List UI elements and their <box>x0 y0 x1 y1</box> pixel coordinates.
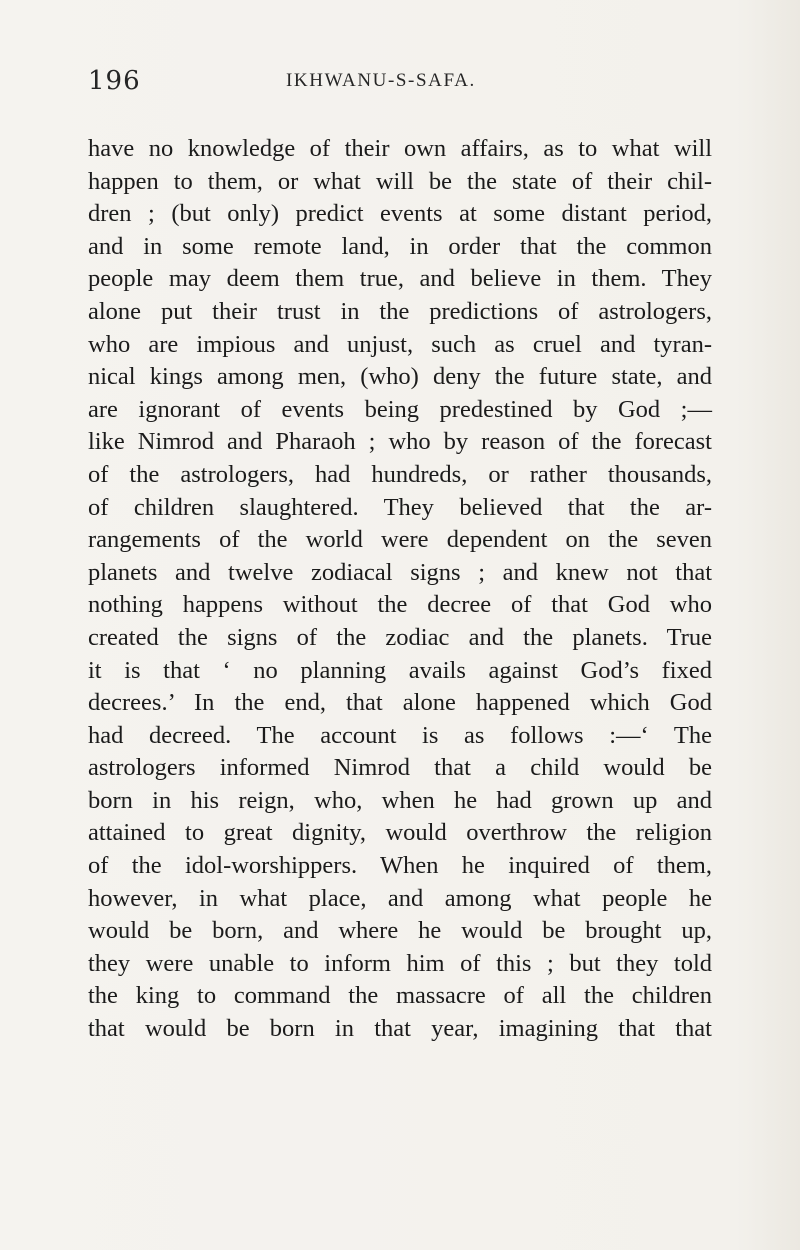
text-line: it is that ‘ no planning avails against God’s fixed <box>88 656 712 684</box>
running-title: IKHWANU-S-SAFA. <box>286 70 476 91</box>
page-number: 196 <box>88 66 141 96</box>
text-line: like Nimrod and Pharaoh ; who by reason of the forecast <box>88 428 712 456</box>
text-line: astrologers informed Nimrod that a child would be <box>88 754 712 782</box>
text-line: the king to command the massacre of all the children <box>88 982 712 1010</box>
text-line: people may deem them true, and believe in them. They <box>88 265 712 293</box>
text-line: nothing happens without the decree of that God who <box>88 591 712 619</box>
text-line: rangements of the world were dependent on the seven <box>88 526 712 554</box>
text-line: nical kings among men, (who) deny the future state, and <box>88 363 712 391</box>
text-line: created the signs of the zodiac and the planets. True <box>88 623 712 651</box>
text-line: alone put their trust in the predictions of astrologers, <box>88 297 712 325</box>
text-line: of the idol-worshippers. When he inquired of them, <box>88 852 712 880</box>
running-head <box>88 66 708 106</box>
text-line: happen to them, or what will be the state of their chil- <box>88 167 712 195</box>
text-line: born in his reign, who, when he had grown up and <box>88 786 712 814</box>
body-text <box>88 133 712 1046</box>
text-line: decrees.’ In the end, that alone happened which God <box>88 689 712 717</box>
text-line: they were unable to inform him of this ; but they told <box>88 949 712 977</box>
text-line: of children slaughtered. They believed that the ar- <box>88 493 712 521</box>
text-line: of the astrologers, had hundreds, or rather thousands, <box>88 460 712 488</box>
text-line: who are impious and unjust, such as cruel and tyran- <box>88 330 712 358</box>
text-line: attained to great dignity, would overthrow the religion <box>88 819 712 847</box>
text-line: have no knowledge of their own affairs, as to what will <box>88 135 712 162</box>
text-line: dren ; (but only) predict events at some distant period, <box>88 200 712 228</box>
text-line: are ignorant of events being predestined by God ;— <box>88 395 712 423</box>
text-line: would be born, and where he would be brought up, <box>88 917 712 945</box>
text-line: however, in what place, and among what people he <box>88 884 712 912</box>
text-line: and in some remote land, in order that the common <box>88 232 712 260</box>
text-line: planets and twelve zodiacal signs ; and knew not that <box>88 558 712 586</box>
text-line: that would be born in that year, imagining that that <box>88 1015 712 1043</box>
text-line: had decreed. The account is as follows :—‘ The <box>88 721 712 749</box>
